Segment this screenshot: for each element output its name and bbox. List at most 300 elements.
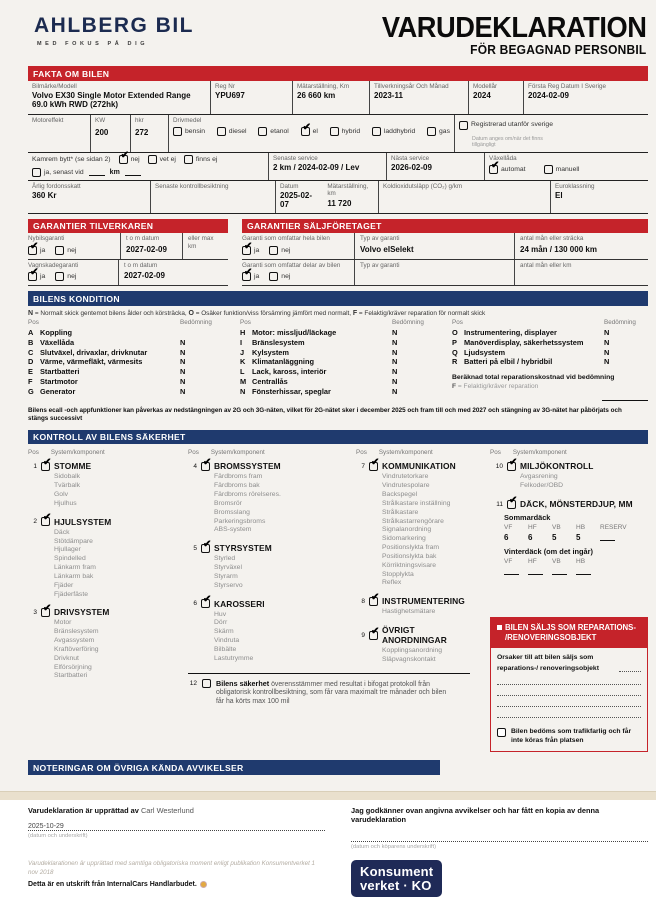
prepared-by-line: Varudeklaration är upprättad av Carl Westerlund [28, 805, 194, 815]
field-regnr [210, 81, 292, 114]
kondition-row: L Lack, kaross, interiör N [240, 367, 398, 377]
group-checkbox[interactable] [369, 591, 380, 606]
field-senaste-service [268, 153, 386, 180]
group-checkbox[interactable] [507, 494, 518, 509]
buyer-signature [351, 806, 648, 850]
tillverkningsar-label: Tillverkningsår Och Månad [374, 82, 449, 90]
kamrem-option-checkbox[interactable] [148, 155, 176, 164]
euroklassning-value: El [555, 191, 563, 201]
nej-label: nej [67, 246, 77, 254]
nybilsgaranti-label: Nybilsgaranti [28, 235, 65, 243]
group-styrsystem: 5 ✔ STYRSYSTEM Styrled Styrväxel Styrarm Styrservo [188, 543, 346, 590]
garanti-delar-nej-checkbox[interactable] [269, 272, 290, 281]
check-mark: ✔ [203, 594, 212, 606]
garanti-delar-antal-cell [514, 260, 648, 286]
checkbox-icon [32, 168, 41, 177]
field-kamrem [28, 149, 268, 180]
ahlberg-bil-logo [34, 14, 194, 47]
drivmedel-label: Drivmedel [173, 116, 202, 124]
component-item: Körriktningsvisare [382, 561, 437, 569]
section-noteringar: NOTERINGAR OM ÖVRIGA KÄNDA AVVIKELSER [28, 760, 440, 775]
field-bilmarke [28, 81, 210, 114]
field-matarstallning [292, 81, 369, 114]
checkbox-icon [459, 121, 468, 130]
check-mark: ✔ [244, 267, 253, 279]
pos-header: Pos [188, 449, 199, 457]
component-item: Bilbälte [214, 645, 237, 653]
group-checkbox[interactable] [41, 602, 52, 617]
garanti-hela-cell [242, 233, 354, 259]
component-item: Signalanordning [382, 526, 432, 534]
component-item: ABS-system [214, 526, 252, 534]
component-item: Backspegel [382, 491, 418, 499]
drivmedel-option-checkbox[interactable] [330, 127, 361, 136]
garantier-section [28, 219, 648, 287]
sommardack-headers [504, 524, 648, 531]
kondition-row: J Kylsystem N [240, 347, 398, 357]
page-title: VARUDEKLARATION [381, 12, 646, 44]
component-item: Drivknut [54, 654, 79, 662]
orsaker-blank-line [497, 707, 641, 718]
drivmedel-options [173, 122, 450, 136]
senaste-service-value: 2 km / 2024-02-09 / Lev [273, 163, 360, 173]
vagnskadegaranti-cell [28, 260, 118, 286]
kondition-col-3 [452, 319, 648, 401]
legend-part: O = Osäker funktion/viss försämring jämfört med normalt, [188, 309, 353, 317]
component-item: Sidomarkering [382, 535, 426, 543]
component-item: Tvärbalk [54, 482, 81, 490]
group-checkbox[interactable] [507, 456, 518, 471]
hkr-label: hkr [135, 116, 144, 124]
kondition-row: Q Ljudsystem N [452, 347, 610, 357]
tom-datum-label: t o m datum [126, 235, 160, 243]
antal-man-km-label: antal mån eller km [520, 261, 572, 269]
kamrem-options [119, 149, 218, 164]
tyre-depth-value: 6 [504, 533, 509, 543]
checkbox-icon [242, 240, 253, 255]
component-item: Färdbroms rörelseres. [214, 491, 281, 499]
bilmarke-label: Bilmärke/Modell [32, 82, 77, 90]
eller-max-km-cell [182, 233, 228, 259]
field-kontrollbesiktning [150, 181, 275, 213]
vaxellada-label: Växellåda [489, 154, 517, 162]
nybilsgaranti-ja-checkbox[interactable] [28, 240, 46, 255]
datum-label: Datum [280, 182, 299, 190]
reparationskostnad-block [452, 374, 648, 401]
signature-date: 2025-10-29 [28, 822, 64, 830]
component-item: Vindrutespolare [382, 482, 430, 490]
component-item: Stötdämpare [54, 537, 93, 545]
checkbox-icon [55, 272, 64, 281]
component-item: Länkarm bak [54, 572, 94, 580]
nej-label: nej [67, 273, 77, 281]
tyre-pos-header: VB [552, 524, 561, 532]
nej-label: nej [281, 246, 291, 254]
component-item: Parkeringsbroms [214, 517, 266, 525]
component-item: Styrväxel [214, 564, 242, 572]
component-item: Startbatteri [54, 672, 88, 680]
field-euroklassning [550, 181, 648, 213]
nasta-service-label: Nästa service [391, 154, 430, 162]
kamrem-ja-label: ja, senast vid [44, 168, 84, 176]
garanti-delar-label: Garanti som omfattar delar av bilen [242, 261, 341, 269]
registrerad-utanfor-label: Registrerad utanför sverige [471, 120, 553, 128]
tillverkningsar-value: 2023-11 [374, 91, 403, 101]
field-kw [90, 115, 130, 152]
sommardack-label: Sommardäck [504, 513, 551, 523]
drivmedel-option-label: el [312, 128, 318, 136]
checkbox-icon [148, 155, 157, 164]
typ-av-garanti-label: Typ av garanti [360, 261, 400, 269]
kamrem-km-label: km [109, 168, 120, 176]
component-item: Positionslykta fram [382, 544, 440, 552]
checkbox-icon [258, 127, 267, 136]
component-item: Kopplingsanordning [382, 647, 443, 655]
bilmarke-value: Volvo EX30 Single Motor Extended Range 69.0 kWh RWD (272hk) [32, 91, 191, 110]
group-ovrigt-anordningar: 9 ✔ ÖVRIGT ANORDNINGAR Kopplingsanordning Släpvagnskontakt [356, 625, 480, 665]
senaste-service-label: Senaste service [273, 154, 318, 162]
check-mark: ✔ [302, 122, 311, 134]
component-item: Färdbroms fram [214, 473, 263, 481]
group-instrumentering: 8 ✔ INSTRUMENTERING Hastighetsmätare [356, 596, 480, 617]
field-registrerad-utanfor [454, 115, 648, 152]
bilens-sakerhet-item: 12 Bilens säkerhet överensstämmer med resultat i bifogat protokoll från obligatorisk kontrollbesiktning, som får vara maximalt tre månader och bilen får ha körts max 100 mil [188, 673, 470, 708]
ja-label: ja [254, 246, 260, 254]
check-mark: ✔ [30, 267, 39, 279]
matarstallning-value: 26 660 km [297, 91, 336, 101]
group-checkbox[interactable] [201, 594, 212, 608]
regnr-value: YPU697 [215, 91, 245, 101]
hkr-value: 272 [135, 128, 149, 138]
component-item: Bränslesystem [54, 628, 99, 636]
nybilsgaranti-nej-checkbox[interactable] [55, 246, 76, 255]
reparationsobjekt-box [490, 617, 648, 752]
kondition-row: I Bränslesystem N [240, 337, 398, 347]
garanti-hela-ja-checkbox[interactable] [242, 240, 260, 255]
tyre-depth-value: 5 [576, 533, 581, 543]
group-checkbox[interactable] [369, 456, 380, 471]
component-item: Reflex [382, 579, 402, 587]
kondition-row: F Startmotor N [28, 376, 186, 386]
datum-value: 2025-02-07 [280, 191, 313, 210]
component-item: Felkoder/OBD [520, 482, 564, 490]
garanti-hela-antal-value: 24 mån / 130 000 km [520, 244, 597, 254]
component-item: Lastutrymme [214, 654, 254, 662]
component-item: Avgasrening [520, 473, 558, 481]
bedomning-header: Bedömning [392, 319, 424, 327]
fordonsskatt-value: 360 Kr [32, 191, 57, 201]
check-mark: ✔ [509, 494, 518, 506]
registrerad-note: Datum anges om/när det finns tillgängligt [472, 135, 543, 149]
ja-label: ja [40, 273, 46, 281]
vaxellada-options [489, 160, 644, 174]
signature-section [28, 806, 648, 850]
drivmedel-option-label: gas [439, 128, 450, 136]
component-item: Styrarm [214, 572, 238, 580]
modellar-value: 2024 [473, 91, 491, 101]
drivmedel-option-label: bensin [185, 128, 206, 136]
bedomning-header: Bedömning [604, 319, 636, 327]
component-item: Fjäderfäste [54, 590, 89, 598]
orsaker-label: Orsaker till att bilen säljs som reparations-/ renoveringsobjekt [497, 654, 599, 672]
footer-logo-area [351, 860, 648, 897]
item12-checkbox[interactable] [202, 679, 211, 688]
checkbox-icon [427, 127, 436, 136]
component-item: Hjulhus [54, 499, 77, 507]
check-mark: ✔ [43, 512, 52, 524]
drivmedel-option-label: laddhybrid [383, 128, 416, 136]
felaktig-note: F = Felaktig/kräver reparation [452, 382, 539, 390]
trafikfarlig-label: Bilen bedöms som trafikfarlig och får inte köras från platsen [511, 727, 632, 744]
kondition-col-2 [240, 319, 436, 401]
check-mark: ✔ [43, 602, 52, 614]
tyre-depth-value: 6 [528, 533, 533, 543]
check-mark: ✔ [244, 240, 253, 252]
section-garantier-tillverkaren: GARANTIER TILVERKAREN [28, 219, 228, 234]
garanti-hela-nej-checkbox[interactable] [269, 246, 290, 255]
component-item: Positionslykta bak [382, 552, 437, 560]
reparationskostnad-blank [602, 400, 648, 401]
garanti-delar-ja-checkbox[interactable] [242, 267, 260, 281]
tyre-pos-header: HB [576, 558, 586, 566]
item12-text: Bilens säkerhet överensstämmer med resultat i bifogat protokoll från obligatorisk kontrollbesiktning, som får vara maximalt tre månader och bilen får ha körts max 100 mil [216, 678, 447, 706]
fordonsskatt-label: Årlig fordonsskatt [32, 182, 81, 190]
section-garantier-saljforetaget: GARANTIER SÄLJFÖRETAGET [242, 219, 648, 234]
konsumentverket-logo: Konsument verket · KO [351, 860, 442, 897]
pos-header: Pos [490, 449, 501, 457]
legend-part: F = Felaktig/kräver reparation för normalt skick [352, 309, 486, 317]
check-mark: ✔ [491, 160, 500, 172]
vaxellada-option-checkbox[interactable] [489, 160, 526, 174]
sakerhet-columns [28, 449, 648, 752]
kondition-row: N Fönsterhissar, speglar N [240, 386, 398, 396]
component-item: Fjäder [54, 581, 74, 589]
besiktning-matarstallning [327, 183, 374, 210]
checkbox-icon [28, 267, 39, 281]
vaxellada-option-checkbox[interactable] [544, 165, 580, 174]
kondition-row: G Generator N [28, 386, 186, 396]
garanti-delar-cell [242, 260, 354, 286]
seller-signature-caption: (datum och underskrift) [28, 832, 88, 839]
check-mark: ✔ [30, 240, 39, 252]
vagnskadegaranti-tom-cell [118, 260, 228, 286]
field-nasta-service [386, 153, 484, 180]
orsaker-blank-line [497, 685, 641, 696]
component-item: Länkarm fram [54, 564, 96, 572]
kondition-row: E Startbatteri N [28, 367, 186, 377]
component-item: Spindelled [54, 555, 86, 563]
kondition-row: A Koppling [28, 328, 73, 338]
group-checkbox[interactable] [201, 538, 212, 553]
check-mark: ✔ [120, 149, 129, 161]
vaxellada-option-label: automat [501, 166, 526, 174]
seller-signature-line [28, 830, 325, 831]
document-footer [28, 860, 648, 897]
component-item: Golv [54, 491, 68, 499]
group-drivsystem: 3 ✔ DRIVSYSTEM Motor Bränslesystem Avgassystem Kraftöverföring Drivknut Elförsörjning Startbatteri [28, 607, 178, 681]
group-checkbox[interactable] [41, 512, 52, 526]
legend-part: N = Normalt skick gentemot bilens ålder och körsträcka, [28, 309, 189, 317]
document-titles [365, 14, 646, 57]
co2-label: Koldioxidutsläpp (CO₂) g/km [383, 182, 463, 190]
nybilsgaranti-cell [28, 233, 120, 259]
euroklassning-label: Euroklassning [555, 182, 595, 190]
tyre-depth-value [552, 567, 576, 577]
check-mark: ✔ [371, 456, 380, 468]
drivmedel-option-checkbox[interactable] [372, 127, 415, 136]
system-header: System/komponent [50, 449, 105, 457]
page-subtitle: FÖR BEGAGNAD PERSONBIL [469, 43, 646, 57]
kondition-row: R Batteri på elbil / hybridbil N [452, 357, 610, 367]
group-karosseri: 6 ✔ KAROSSERI Huv Dörr Skärm Vindruta Bilbälte Lastutrymme [188, 599, 346, 664]
besiktning-datum [280, 183, 317, 210]
drivmedel-option-checkbox[interactable] [427, 127, 450, 136]
kamrem-label: Kamrem bytt* (se sidan 2) [32, 155, 111, 163]
check-mark: ✔ [371, 625, 380, 637]
handlarbudet-icon [200, 881, 207, 888]
component-item: Vindruta [214, 637, 240, 645]
sommardack-values [504, 533, 648, 543]
component-item: Huv [214, 610, 227, 618]
kondition-row: M Centrallås N [240, 376, 398, 386]
kamrem-option-label: finns ej [195, 155, 218, 163]
system-header: System/komponent [512, 449, 567, 457]
kamrem-ja-checkbox[interactable] [32, 168, 84, 177]
garanti-hela-label: Garanti som omfattar hela bilen [242, 235, 330, 243]
pos-header: Pos [452, 319, 463, 327]
vagnskadegaranti-nej-checkbox[interactable] [55, 272, 76, 281]
checkbox-icon [55, 246, 64, 255]
drivmedel-option-checkbox[interactable] [217, 127, 247, 136]
reparationskostnad-label: Beräknad total reparationskostnad vid bedömning [452, 373, 615, 381]
section-fakta-om-bilen: FAKTA OM BILEN [28, 66, 648, 81]
component-item: Hastighetsmätare [382, 608, 436, 616]
component-item: Stopplykta [382, 570, 414, 578]
drivmedel-option-checkbox[interactable] [301, 122, 318, 136]
tyre-pos-header: VB [552, 558, 561, 566]
component-item: Strålkastarrengörare [382, 517, 444, 525]
kamrem-option-label: nej [130, 155, 140, 163]
group-dack-monsterdjup: 11 ✔ DÄCK, MÖNSTERDJUP, MM Sommardäck VF HF VB HB RESERV 6 6 5 5 Vinterdäck (om det ingår) VF HF VB HB [490, 499, 648, 577]
drivmedel-option-label: hybrid [341, 128, 361, 136]
nej-label: nej [281, 273, 291, 281]
ja-label: ja [40, 246, 46, 254]
buyer-approval-text: Jag godkänner ovan angivna avvikelser och har fått en kopia av denna varudeklaration [351, 805, 600, 824]
check-mark: ✔ [203, 456, 212, 468]
besiktning-matar-label: Mätarställning, km [327, 182, 369, 198]
kondition-row: D Värme, värmefläkt, värmesits N [28, 357, 186, 367]
checkbox-icon [301, 122, 311, 136]
vagnskadegaranti-label: Vagnskadegaranti [28, 261, 79, 269]
eller-max-km-label: eller max km [188, 235, 214, 250]
component-item: Bromsslang [214, 508, 250, 516]
component-item: Vindrutetorkare [382, 473, 429, 481]
checkbox-icon [217, 127, 226, 136]
component-item: Färdbroms bak [214, 482, 260, 490]
tyre-pos-header: HF [528, 558, 537, 566]
kamrem-option-checkbox[interactable] [119, 149, 140, 164]
group-stomme: 1 ✔ STOMME Sidobalk Tvärbalk Golv Hjulhus [28, 461, 178, 508]
motoreffekt-label: Motoreffekt [32, 116, 64, 124]
regnr-label: Reg Nr [215, 82, 235, 90]
kamrem-km-blank [89, 168, 105, 176]
tyre-depth-value [600, 533, 624, 543]
component-item: Styrled [214, 555, 236, 563]
vagnskadegaranti-ja-checkbox[interactable] [28, 267, 46, 281]
matarstallning-label: Mätarställning, Km [297, 82, 350, 90]
prepared-by-name: Carl Westerlund [140, 805, 194, 815]
forsta-reg-label: Första Reg Datum I Sverige [528, 82, 607, 90]
kondition-row: C Slutväxel, drivaxlar, drivknutar N [28, 347, 186, 357]
checkbox-icon [330, 127, 339, 136]
component-item: Avgassystem [54, 637, 95, 645]
kamrem-km-blank2 [125, 168, 141, 176]
orsaker-blank-line [497, 674, 641, 685]
vinterdack-headers [504, 558, 648, 565]
component-item: Släpvagnskontakt [382, 655, 436, 663]
tyre-pos-header: VF [504, 524, 513, 532]
group-checkbox[interactable] [369, 625, 380, 640]
system-header: System/komponent [210, 449, 265, 457]
section-bilens-kondition: BILENS KONDITION [28, 291, 648, 306]
check-mark: ✔ [203, 538, 212, 550]
tyre-depth-value [528, 567, 552, 577]
trafikfarlig-checkbox[interactable] [497, 728, 506, 737]
pos-header: Pos [356, 449, 367, 457]
group-checkbox[interactable] [41, 456, 52, 471]
pos-header: Pos [28, 319, 39, 327]
garanti-hela-typ-value: Volvo elSelekt [360, 244, 414, 254]
fakta-table [28, 81, 648, 214]
logo-tagline: MED FOKUS PÅ DIG [37, 41, 149, 47]
component-item: Hjullager [54, 546, 81, 554]
check-mark: ✔ [371, 591, 380, 603]
field-modellar [468, 81, 523, 114]
besiktning-matar-value: 11 720 [327, 198, 352, 208]
kamrem-option-checkbox[interactable] [184, 155, 218, 164]
antal-man-label: antal mån eller sträcka [520, 235, 584, 243]
field-forsta-reg [523, 81, 648, 114]
kontrollbesiktning-label: Senaste kontrollbesiktning [155, 182, 229, 190]
group-checkbox[interactable] [201, 456, 212, 471]
tom-datum-label: t o m datum [124, 261, 158, 269]
component-item: Dörr [214, 619, 228, 627]
kondition-row: O Instrumentering, displayer N [452, 328, 610, 338]
modellar-label: Modellår [473, 82, 498, 90]
tyre-pos-header: HF [528, 524, 537, 532]
checkbox-icon [184, 155, 193, 164]
garanti-hela-antal-cell [514, 233, 648, 259]
component-item: Styrservo [214, 581, 243, 589]
logo-title: AHLBERG BIL [34, 14, 194, 37]
kondition-row: K Klimatanläggning N [240, 357, 398, 367]
system-header: System/komponent [378, 449, 433, 457]
tyre-pos-header: RESERV [600, 524, 627, 532]
dack-block [504, 513, 648, 577]
checkbox-icon [242, 267, 253, 281]
component-item: Motor [54, 619, 72, 627]
field-besiktning-datum [275, 181, 378, 213]
drivmedel-option-checkbox[interactable] [173, 127, 205, 136]
registrerad-utanfor-checkbox[interactable] [459, 121, 553, 130]
print-note: Detta är en utskrift från InternalCars Handlarbudet. [28, 881, 325, 888]
group-bromssystem: 4 ✔ BROMSSYSTEM Färdbroms fram Färdbroms bak Färdbroms rörelseres. Bromsrör Bromsslang Parkeringsbroms ABS-system [188, 461, 346, 535]
drivmedel-option-checkbox[interactable] [258, 127, 289, 136]
sakerhet-col-4 [490, 449, 648, 752]
garantier-saljforetaget-panel [242, 219, 648, 287]
nybilsgaranti-tom-value: 2027-02-09 [126, 244, 167, 254]
field-co2 [378, 181, 550, 213]
